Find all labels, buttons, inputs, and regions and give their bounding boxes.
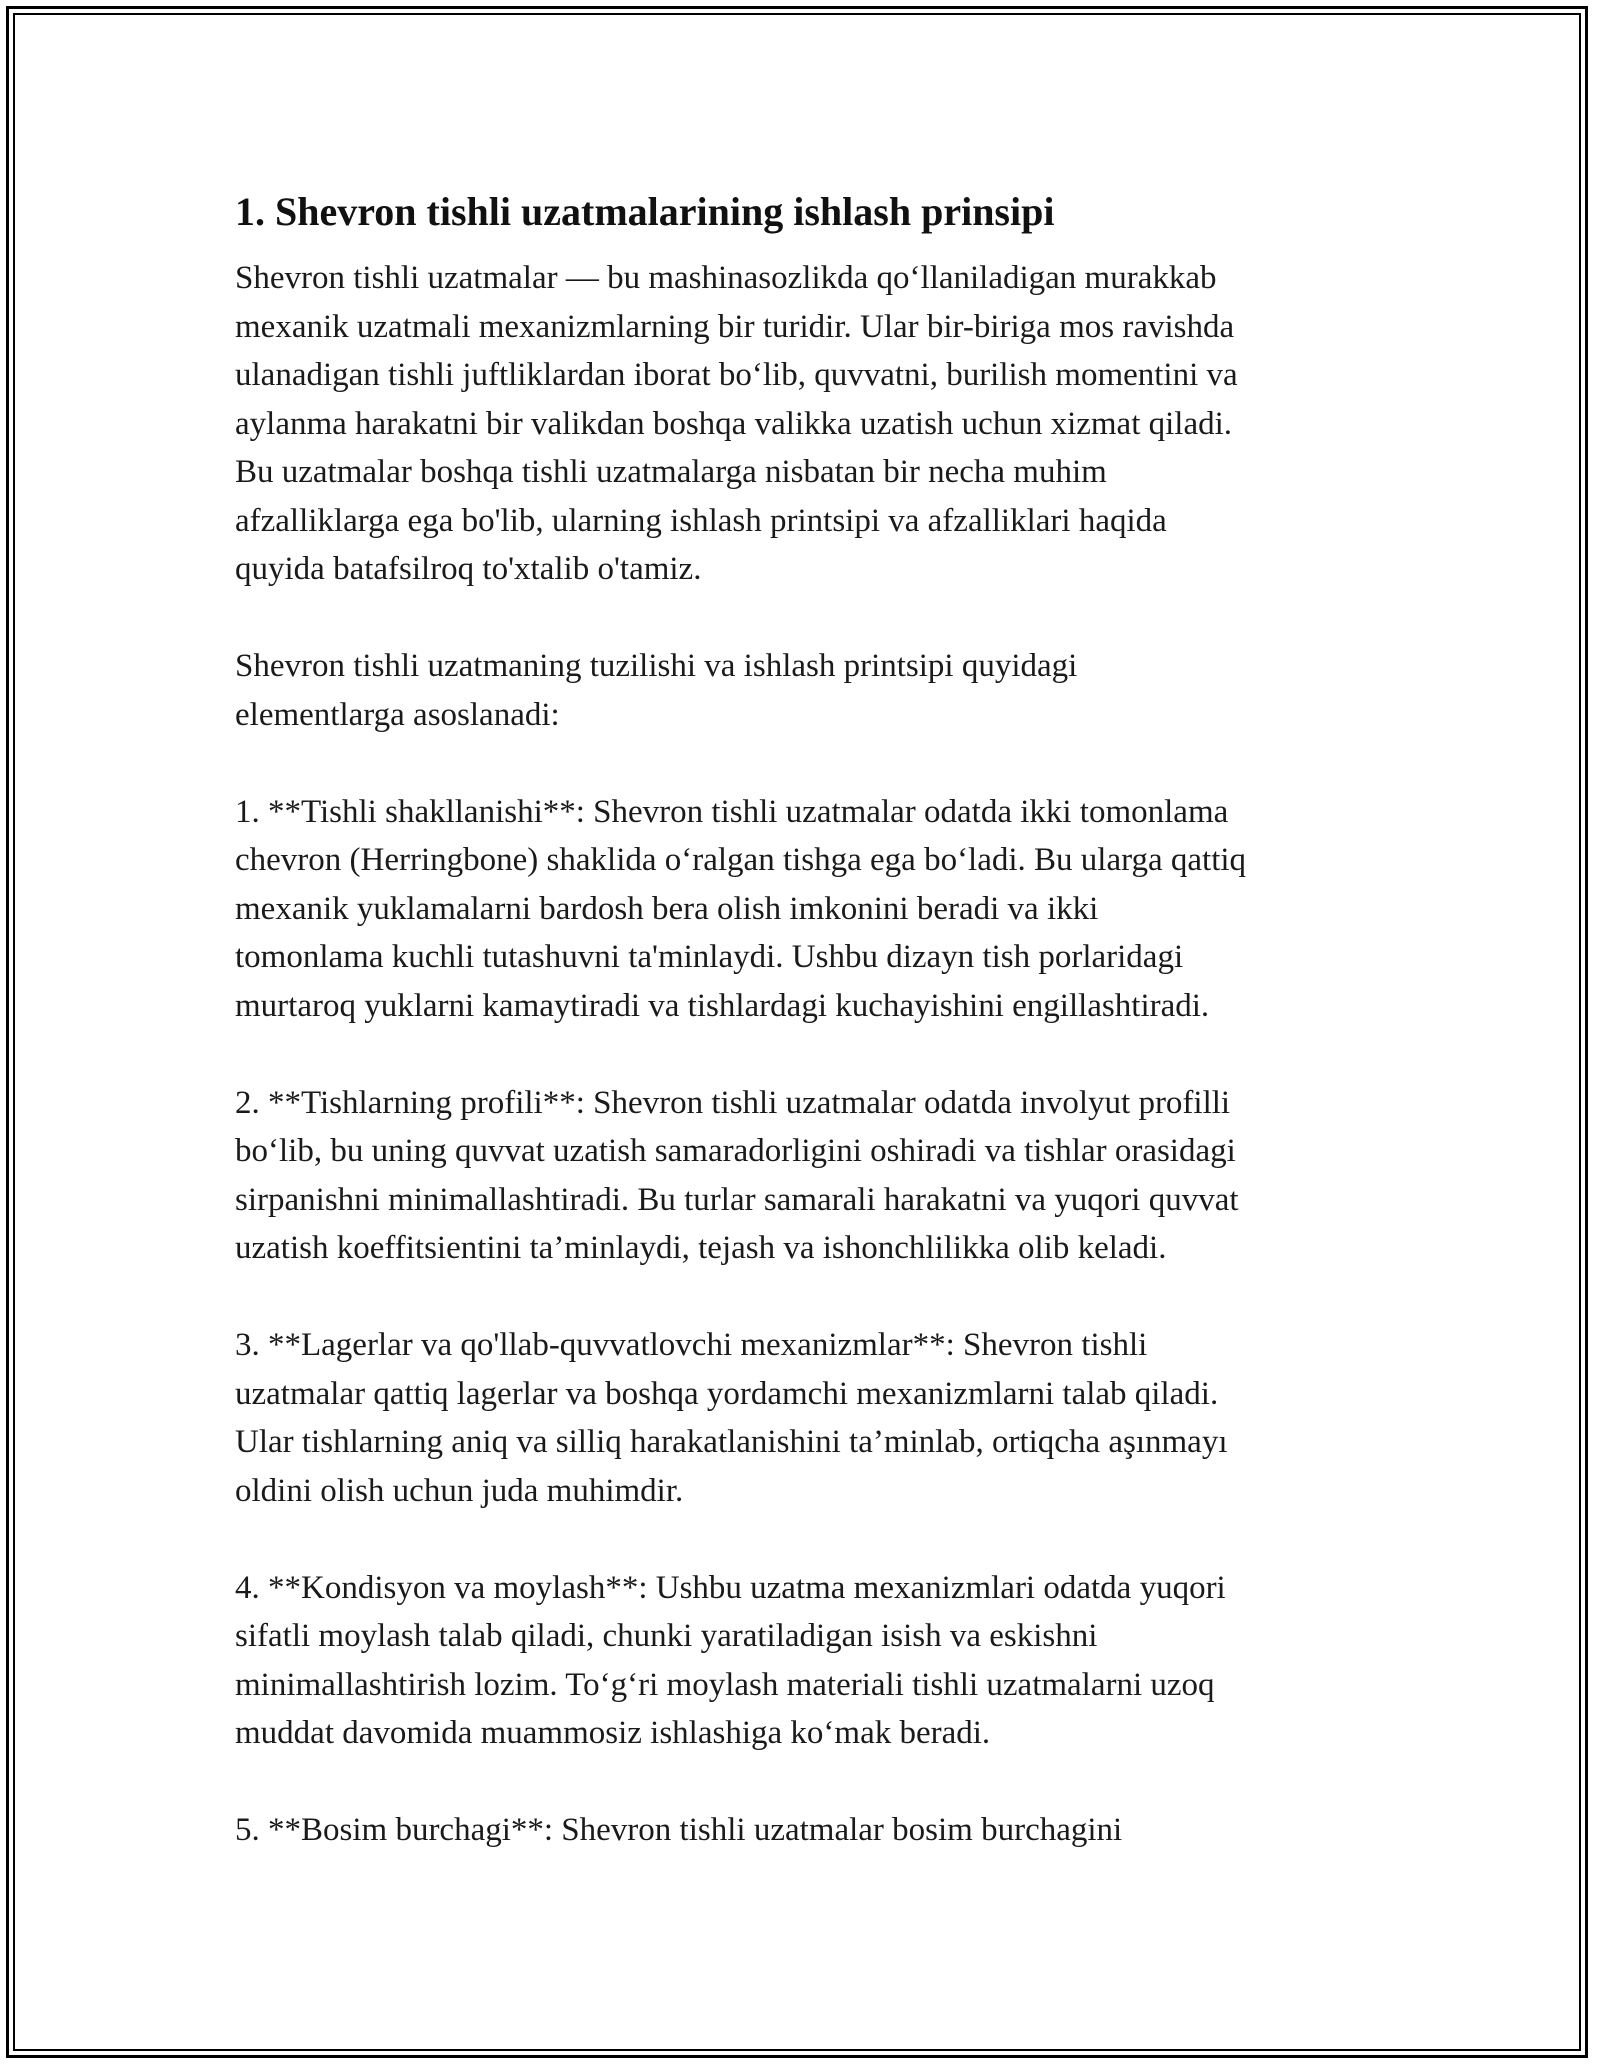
text-line: aylanma harakatni bir valikdan boshqa valikka uzatish uchun xizmat qiladi. xyxy=(235,405,1233,442)
paragraph-structure-intro xyxy=(235,642,1375,739)
text-line: minimallashtirish lozim. To‘g‘ri moylash materiali tishli uzatmalarni uzoq xyxy=(235,1666,1215,1703)
text-line: 1. **Tishli shakllanishi**: Shevron tishli uzatmalar odatda ikki tomonlama xyxy=(235,793,1229,830)
text-line: Shevron tishli uzatmalar — bu mashinasozlikda qo‘llaniladigan murakkab xyxy=(235,260,1217,296)
text-line: 3. **Lagerlar va qo'llab-quvvatlovchi mexanizmlar**: Shevron tishli xyxy=(235,1327,1148,1363)
text-line: tomonlama kuchli tutashuvni ta'minlaydi. Ushbu dizayn tish porlaridagi xyxy=(235,939,1184,975)
section-heading: 1. Shevron tishli uzatmalarining ishlash prinsipi xyxy=(235,189,1055,234)
document-body xyxy=(235,186,1375,1903)
text-line: muddat davomida muammosiz ishlashiga ko‘mak beradi. xyxy=(235,1715,991,1751)
text-line: ulanadigan tishli juftliklardan iborat bo‘lib, quvvatni, burilish momentini va xyxy=(235,357,1238,393)
text-line: 2. **Tishlarning profili**: Shevron tishli uzatmalar odatda involyut profilli xyxy=(235,1084,1231,1121)
text-line: quyida batafsilroq to'xtalib o'tamiz. xyxy=(235,551,702,587)
text-line: murtaroq yuklarni kamaytiradi va tishlardagi kuchayishini engillashtiradi. xyxy=(235,987,1210,1024)
list-item-5 xyxy=(235,1806,1375,1855)
text-line: sifatli moylash talab qiladi, chunki yaratiladigan isish va eskishni xyxy=(235,1618,1098,1654)
text-line: mexanik yuklamalarni bardosh bera olish imkonini beradi va ikki xyxy=(235,890,1099,927)
text-line: afzalliklarga ega bo'lib, ularning ishlash printsipi va afzalliklari haqida xyxy=(235,502,1167,539)
list-item-3 xyxy=(235,1321,1375,1515)
text-line: bo‘lib, bu uning quvvat uzatish samaradorligini oshiradi va tishlar orasidagi xyxy=(235,1133,1236,1169)
text-line: 4. **Kondisyon va moylash**: Ushbu uzatma mexanizmlari odatda yuqori xyxy=(235,1569,1226,1606)
text-line: elementlarga asoslanadi: xyxy=(235,696,560,733)
text-line: sirpanishni minimallashtiradi. Bu turlar samarali harakatni va yuqori quvvat xyxy=(235,1181,1239,1218)
text-line: chevron (Herringbone) shaklida o‘ralgan tishga ega bo‘ladi. Bu ularga qattiq xyxy=(235,842,1247,878)
text-line: Shevron tishli uzatmaning tuzilishi va ishlash printsipi quyidagi xyxy=(235,648,1078,684)
text-line: oldini olish uchun juda muhimdir. xyxy=(235,1472,684,1509)
text-line: 5. **Bosim burchagi**: Shevron tishli uzatmalar bosim burchagini xyxy=(235,1812,1123,1848)
text-line: Ular tishlarning aniq va silliq harakatlanishini ta’minlab, ortiqcha aşınmayı xyxy=(235,1424,1228,1460)
text-line: uzatmalar qattiq lagerlar va boshqa yordamchi mexanizmlarni talab qiladi. xyxy=(235,1375,1219,1412)
paragraph-intro xyxy=(235,254,1375,594)
list-item-1 xyxy=(235,788,1375,1031)
text-line: Bu uzatmalar boshqa tishli uzatmalarga nisbatan bir necha muhim xyxy=(235,454,1107,490)
list-item-2 xyxy=(235,1079,1375,1273)
list-item-4 xyxy=(235,1564,1375,1758)
text-line: uzatish koeffitsientini ta’minlaydi, tejash va ishonchlilikka olib keladi. xyxy=(235,1230,1167,1266)
text-line: mexanik uzatmali mexanizmlarning bir turidir. Ular bir-biriga mos ravishda xyxy=(235,308,1235,345)
